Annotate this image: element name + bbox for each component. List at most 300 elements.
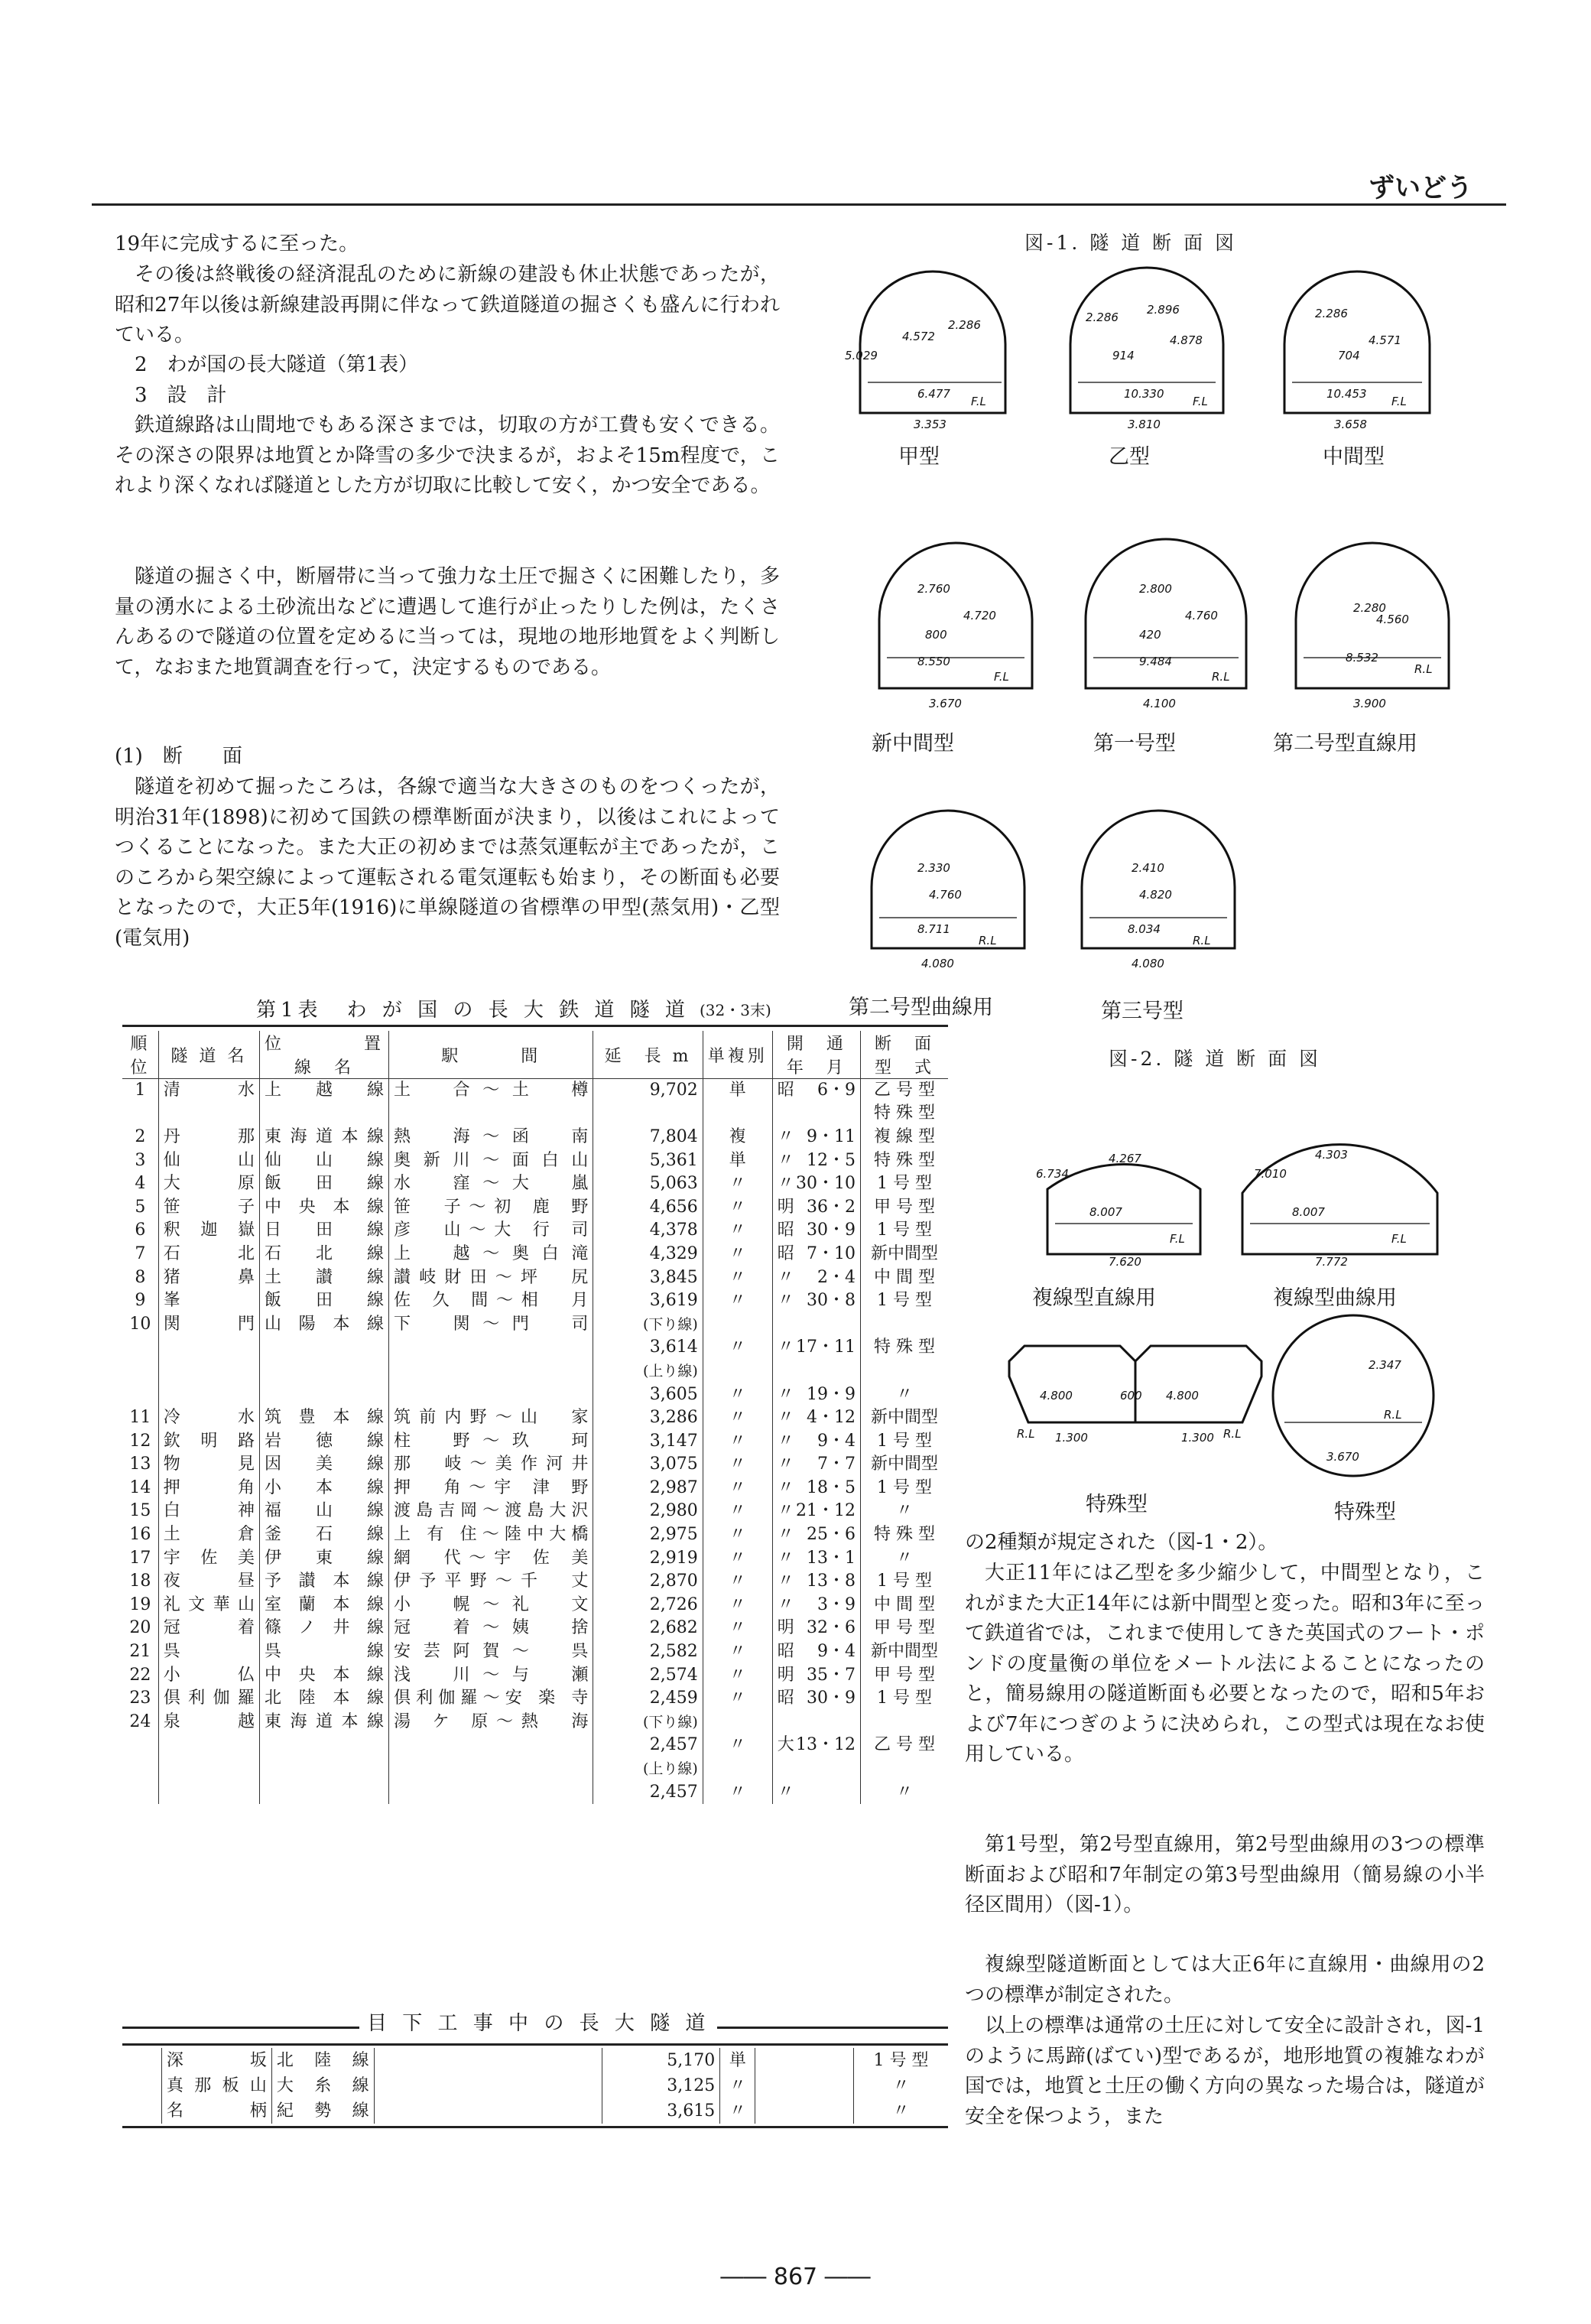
cell-tunnel-name [158,1383,259,1406]
figure2-label-fuku-choku: 複線型直線用 [1032,1286,1156,1310]
dim-daiichi-diag: 9.484 [1139,655,1172,668]
section-fuku-choku [1047,1164,1200,1254]
left-paragraph-5: 隧道を初めて掘ったころは，各線で適当な大きさのものをつくったが，明治31年(1898)に初めて国鉄の標準断面が決まり，以後はこれによってつくることになった。また大正の初めまでは蒸気運転が主であったが，このころから架空線によって運転される電気運転も始まり，その断面も必要となったので，大正5年(1916)に単線隧道の省標準の甲型(蒸気用)・乙型(電気用) [115,775,780,950]
cell-line: 福 山 線 [260,1500,389,1523]
dim-tokushu1-rl2: R.L [1223,1427,1242,1441]
cell-open-date [772,1477,860,1500]
table-row [122,1663,948,1687]
cell-length: 5,063 [593,1172,703,1196]
figure1-title: 図-1. 隧 道 断 面 図 [1024,232,1238,254]
cell-line: 上 越 線 [260,1079,389,1103]
section-daisan [1082,811,1235,948]
table-row [122,2048,948,2073]
dim-chukan-width: 4.571 [1369,333,1401,347]
table-row [122,1594,948,1617]
cell-station: 佐 久 間～相 月 [389,1289,593,1313]
cell-track: 〃 [720,2073,755,2098]
cell-open-yearmonth: 9・4 [817,1642,856,1662]
dim-otsu-offset: 914 [1112,349,1135,362]
cell-open-yearmonth: 36・2 [807,1197,856,1217]
table1 [122,1031,948,1804]
dim-tokushu1-gap: 600 [1120,1389,1142,1403]
cell-station [389,1734,593,1757]
cell-line: 釜 石 線 [260,1523,389,1547]
cell-tunnel-name: 呉 [158,1640,259,1664]
header-section-sub: 型 式 [875,1058,935,1077]
figure2-label-tokushu-1: 特殊型 [1086,1493,1148,1516]
cell-open-date [772,1266,860,1289]
cell-tunnel-name: 仙 山 [158,1149,259,1172]
cell-open-yearmonth: 12・5 [807,1150,856,1170]
cell-station [389,1780,593,1804]
cell-track: 〃 [703,1500,772,1523]
figure2-label-tokushu-2: 特殊型 [1334,1500,1396,1524]
cell-open-date [772,1102,860,1126]
dim-daisan-width: 4.820 [1139,888,1172,902]
cell-open-yearmonth: 9・11 [807,1126,856,1146]
cell-length: 2,987 [593,1477,703,1500]
cell-section-type [861,1711,948,1734]
cell-section-type: 新中間型 [861,1453,948,1477]
right-paragraph-4: 複線型隧道断面としては大正6年に直線用・曲線用の2つの標準が制定された。 [965,1953,1485,2007]
cell-open-date [755,2048,854,2073]
cell-length: 2,980 [593,1500,703,1523]
cell-track: 〃 [703,1172,772,1196]
header-length-label: 延 長 [604,1046,664,1066]
cell-open-date [772,1149,860,1172]
cell-length: (上り線) [593,1360,703,1383]
dim-daiichi-r: 2.800 [1139,582,1172,596]
cell-track: 〃 [703,1663,772,1687]
cell-length: 3,619 [593,1289,703,1313]
table2-body [122,2048,948,2124]
cell-rank: 24 [129,1711,151,1731]
cell-length: 7,804 [593,1126,703,1149]
cell-tunnel-name [158,1360,259,1383]
cell-tunnel-name: 峯 [158,1289,259,1313]
cell-line: 伊 東 線 [260,1546,389,1570]
cell-open-era: 〃 [777,1782,794,1802]
cell-section-type: 〃 [861,1780,948,1804]
cell-line [260,1360,389,1383]
cell-open-era: 〃 [777,1455,794,1474]
cell-tunnel-name: 冷 水 [158,1406,259,1430]
cell-section-type: 1 号 型 [861,1219,948,1243]
cell-track: 〃 [703,1243,772,1266]
cell-rank [122,1734,158,1757]
cell-tunnel-name: 宇 佐 美 [158,1546,259,1570]
cell-track: 〃 [703,1594,772,1617]
table-row [122,1500,948,1523]
left-subsection-heading: (1) 断 面 [115,745,242,768]
cell-tunnel-name: 深 坂 [161,2048,271,2073]
cell-rank [122,1102,158,1126]
cell-open-era: 〃 [777,1572,794,1591]
cell-section-type: 複 線 型 [861,1126,948,1149]
table-row [122,1429,948,1453]
cell-station: 渡島吉岡～渡島大沢 [389,1500,593,1523]
cell-line: 岩 徳 線 [260,1429,389,1453]
dim-shinchukan-r: 2.760 [917,582,950,596]
cell-section-type: 中 間 型 [861,1594,948,1617]
table1-top-rule [122,1025,948,1027]
cell-tunnel-name: 清 水 [158,1079,259,1103]
cell-open-date [772,1687,860,1711]
dim-fuku-kyoku-fl: F.L [1391,1232,1407,1246]
cell-open-era: 〃 [777,1126,794,1146]
cell-station: 水 窪～大 嵐 [389,1172,593,1196]
cell-open-date [755,2098,854,2124]
figure1-label-daisan: 第三号型 [1101,999,1184,1023]
cell-open-date [772,1429,860,1453]
cell-open-era: 〃 [777,1174,794,1194]
cell-station: 押 角～宇 津 野 [389,1477,593,1500]
cell-open-yearmonth: 30・9 [807,1689,856,1708]
cell-rank: 17 [129,1548,151,1568]
cell-section-type: 〃 [861,1383,948,1406]
cell-station: 上 越～奥白滝 [389,1243,593,1266]
cell-rank [122,1780,158,1804]
dim-fuku-choku-r: 4.267 [1109,1152,1141,1165]
header-open-label: 開 通 [786,1035,846,1054]
table1-caption: 第1表 わ が 国 の 長 大 鉄 道 隧 道 [256,999,690,1022]
cell-rank: 7 [135,1243,146,1263]
cell-track [703,1360,772,1383]
cell-open-date [772,1336,860,1360]
header-rank [122,1031,158,1079]
header-line-label: 線 名 [294,1058,355,1077]
dim-fuku-kyoku-base: 7.772 [1315,1255,1348,1269]
dim-kou-width: 4.572 [902,330,935,343]
cell-track [703,1102,772,1126]
dim-chukan-offset: 704 [1338,349,1360,362]
table-row [122,1757,948,1781]
cell-section-type: 乙 号 型 [861,1734,948,1757]
cell-open-date [772,1126,860,1149]
cell-rank: 1 [135,1081,146,1100]
table-row [122,1406,948,1430]
dim-fuku-kyoku-diag: 8.007 [1292,1205,1325,1219]
cell-length: 2,457 [593,1780,703,1804]
dim-daisan-diag: 8.034 [1128,922,1161,936]
cell-length: 2,459 [593,1687,703,1711]
table-row [122,2073,948,2098]
cell-line: 予讃本線 [260,1570,389,1594]
cell-section-type: 1 号 型 [861,1570,948,1594]
cell-open-date [772,1289,860,1313]
cell-tunnel-name [158,1780,259,1804]
cell-open-era: 昭 [777,1221,794,1240]
cell-open-date [772,1757,860,1781]
header-section-label: 断 面 [875,1035,935,1054]
cell-line: 飯 田 線 [260,1172,389,1196]
cell-rank: 22 [129,1665,151,1685]
cell-open-date [772,1172,860,1196]
dim-kou-fl: F.L [971,395,986,408]
table-row [122,1640,948,1664]
cell-track: 複 [703,1126,772,1149]
table-row [122,1289,948,1313]
cell-length: 3,286 [593,1406,703,1430]
cell-track: 単 [703,1149,772,1172]
cell-line [260,1757,389,1781]
table-row [122,1243,948,1266]
dim-chukan-diag: 10.453 [1326,387,1367,401]
cell-station: 筑前内野～山 家 [389,1406,593,1430]
figure2-label-fuku-kyoku: 複線型曲線用 [1273,1286,1397,1310]
cell-open-date [772,1663,860,1687]
cell-open-yearmonth: 32・6 [807,1618,856,1638]
header-rank-b: 位 [130,1058,151,1077]
figure1-label-daini-kyoku: 第二号型曲線用 [849,996,993,1019]
table-row [122,1546,948,1570]
cell-section-type: 特 殊 型 [861,1336,948,1360]
cell-line: 東海道本線 [260,1711,389,1734]
right-paragraph-1: の2種類が規定された（図-1・2）。 [965,1531,1278,1554]
cell-rank: 4 [135,1174,146,1194]
table1-body [122,1079,948,1804]
table-row [122,1102,948,1126]
cell-open-yearmonth: 9・4 [817,1431,856,1451]
cell-section-type [861,1312,948,1336]
cell-rank [122,1360,158,1383]
cell-track: 〃 [703,1336,772,1360]
cell-section-type: 1 号 型 [861,1429,948,1453]
cell-track: 〃 [703,1406,772,1430]
cell-tunnel-name: 物 見 [158,1453,259,1477]
header-open [772,1031,860,1079]
cell-open-yearmonth: 30・9 [807,1221,856,1240]
cell-section-type: 新中間型 [861,1640,948,1664]
cell-length: 9,702 [593,1079,703,1103]
cell-station: 小 幌～礼 文 [389,1594,593,1617]
header-station: 駅 間 [389,1031,593,1079]
dim-daiichi-rl: R.L [1212,670,1230,684]
cell-open-date [772,1312,860,1336]
cell-station: 浅 川～与 瀬 [389,1663,593,1687]
cell-length: 3,605 [593,1383,703,1406]
left-paragraph-2: その後は終戦後の経済混乱のために新線の建設も休止状態であったが，昭和27年以後は新線建設再開に伴なって鉄道隧道の掘さくも盛んに行われている。 [115,263,780,346]
table-row [122,1523,948,1547]
cell-open-yearmonth: 21・12 [796,1501,856,1521]
cell-rank: 18 [129,1572,151,1591]
cell-section-type: 新中間型 [861,1406,948,1430]
dim-otsu-r2: 2.896 [1147,303,1180,317]
left-paragraph-1: 19年に完成するに至った。 [115,232,359,255]
table-row [122,1383,948,1406]
cell-length: 5,170 [602,2048,719,2073]
cell-section-type: 1 号 型 [861,1289,948,1313]
cell-rank: 6 [135,1221,146,1240]
cell-open-era: 昭 [777,1642,794,1662]
cell-station: 冠 着～姨 捨 [389,1617,593,1640]
cell-rank: 3 [135,1150,146,1170]
cell-track: 〃 [720,2098,755,2124]
cell-station: 土 合～土 樽 [389,1079,593,1103]
dim-kou-radius: 2.286 [948,318,981,332]
table-row [122,1219,948,1243]
table-row [122,1079,948,1103]
dim-daini-kyoku-r: 2.330 [917,861,950,875]
dim-fuku-choku-diag: 8.007 [1089,1205,1122,1219]
cell-station: 湯 ケ 原～熱 海 [389,1711,593,1734]
cell-track: 〃 [703,1570,772,1594]
figure1-label-daini-choku: 第二号型直線用 [1273,732,1417,756]
dim-otsu-base: 3.810 [1128,418,1161,431]
cell-line: 呉 線 [260,1640,389,1664]
figure1-label-otsu: 乙型 [1109,445,1150,469]
dim-daini-choku-width: 4.560 [1376,613,1409,626]
cell-section-type: 1 号 型 [854,2048,948,2073]
dim-tokushu1-b1: 1.300 [1055,1431,1088,1445]
cell-line: 東海道本線 [260,1126,389,1149]
cell-tunnel-name: 土 倉 [158,1523,259,1547]
cell-section-type: 1 号 型 [861,1477,948,1500]
cell-station: 奥新川～面白山 [389,1149,593,1172]
section-tokushu-2 [1273,1315,1434,1476]
table-row [122,1453,948,1477]
table-row [122,1266,948,1289]
cell-open-yearmonth: 18・5 [807,1477,856,1497]
header-line [260,1031,389,1079]
dim-chukan-base: 3.658 [1334,418,1367,431]
table-row [122,1477,948,1500]
cell-section-type: 乙 号 型 [861,1079,948,1103]
cell-section-type: 〃 [861,1500,948,1523]
cell-section-type: 甲 号 型 [861,1617,948,1640]
table1-header-row [122,1031,948,1079]
cell-open-date [772,1383,860,1406]
cell-open-era: 〃 [777,1150,794,1170]
cell-station: 上 有 住～陸中大橋 [389,1523,593,1547]
left-section-heading-3: 3 設 計 [135,384,227,407]
cell-length: 2,582 [593,1640,703,1664]
cell-rank [122,2048,161,2073]
dim-otsu-diag: 10.330 [1124,387,1164,401]
table-row [122,1172,948,1196]
section-daini-kyoku [872,811,1024,948]
cell-section-type [861,1757,948,1781]
cell-length: 2,870 [593,1570,703,1594]
cell-open-era: 〃 [777,1477,794,1497]
cell-rank [122,1383,158,1406]
cell-length: 3,845 [593,1266,703,1289]
cell-rank: 14 [129,1477,151,1497]
cell-open-era: 〃 [777,1431,794,1451]
cell-tunnel-name: 泉 越 [158,1711,259,1734]
table-row [122,2098,948,2124]
cell-tunnel-name: 笹 子 [158,1195,259,1219]
dim-shinchukan-fl: F.L [994,670,1009,684]
cell-open-yearmonth: 19・9 [807,1384,856,1404]
cell-station [374,2048,602,2073]
cell-track: 〃 [703,1734,772,1757]
cell-line: 北 陸 線 [271,2048,374,2073]
header-open-sub: 年 月 [786,1058,846,1077]
dim-daiichi-width: 4.760 [1185,609,1218,622]
cell-track: 〃 [703,1617,772,1640]
table-row [122,1687,948,1711]
cell-open-yearmonth: 17・11 [796,1338,856,1357]
cell-section-type: 甲 号 型 [861,1663,948,1687]
cell-open-era: 〃 [777,1384,794,1404]
cell-tunnel-name: 関 門 [158,1312,259,1336]
cell-open-date [755,2073,854,2098]
cell-open-era: 明 [777,1618,794,1638]
cell-rank [122,1336,158,1360]
header-length [593,1031,703,1079]
cell-section-type: 特 殊 型 [861,1102,948,1126]
table2-top-rule [122,2043,948,2046]
cell-section-type [861,1360,948,1383]
table-row [122,1126,948,1149]
cell-track: 単 [703,1079,772,1103]
cell-line: 大 糸 線 [271,2073,374,2098]
cell-line [260,1780,389,1804]
table-row [122,1312,948,1336]
cell-line: 日 田 線 [260,1219,389,1243]
cell-length: 2,726 [593,1594,703,1617]
cell-rank: 15 [129,1501,151,1521]
cell-open-yearmonth: 35・7 [807,1665,856,1685]
cell-open-yearmonth: 25・6 [807,1525,856,1545]
cell-section-type: 甲 号 型 [861,1195,948,1219]
right-paragraph-2: 大正11年には乙型を多少縮少して，中間型となり，これがまた大正14年には新中間型と変った。昭和3年に至って鉄道省では，これまで使用してきた英国式のフート・ポンドの度量衡の単位をメートル法によることになったのと，簡易線用の隧道断面も必要となったので，昭和5年および7年につぎのように決められ，この型式は現在なお使用している。 [965,1562,1485,1766]
dim-tokushu2-rl: R.L [1384,1408,1402,1422]
cell-length: 3,615 [602,2098,719,2124]
cell-line [260,1383,389,1406]
cell-line: 筑豊本線 [260,1406,389,1430]
cell-tunnel-name: 倶利伽羅 [158,1687,259,1711]
cell-station: 伊予平野～千 丈 [389,1570,593,1594]
dim-kou-base: 3.353 [914,418,946,431]
right-paragraph-3: 第1号型，第2号型直線用，第2号型曲線用の3つの標準断面および昭和7年制定の第3号型曲線用（簡易線の小半径区間用）（図-1）。 [965,1833,1485,1916]
cell-open-date [772,1406,860,1430]
cell-rank: 12 [129,1431,151,1451]
table-row [122,1336,948,1360]
table-row [122,1360,948,1383]
cell-track [703,1711,772,1734]
header-position: 位 置 [265,1035,385,1054]
cell-open-date [772,1079,860,1103]
cell-line [260,1336,389,1360]
cell-length: 4,329 [593,1243,703,1266]
table-row [122,1195,948,1219]
cell-open-era: 昭 [777,1081,794,1100]
table2-bottom-rule [122,2126,948,2128]
cell-line: 中央本線 [260,1663,389,1687]
cell-tunnel-name [158,1102,259,1126]
cell-track: 〃 [703,1289,772,1313]
dim-daini-choku-r: 2.280 [1353,601,1386,615]
left-paragraph-4: 隧道の掘さく中，断層帯に当って強力な土圧で掘さくに困難したり，多量の湧水による土砂流出などに遭遇して進行が止ったりした例は，たくさんあるので隧道の位置を定めるに当っては，現地の地形地質をよく判断して，なおまた地質調査を行って，決定するものである。 [115,565,780,679]
cell-rank [122,2073,161,2098]
cell-track: 〃 [703,1546,772,1570]
cell-section-type: 1 号 型 [861,1172,948,1196]
cell-open-era: 〃 [777,1291,794,1311]
cell-tunnel-name: 釈 迦 嶽 [158,1219,259,1243]
cell-line: 紀 勢 線 [271,2098,374,2124]
cell-open-date [772,1734,860,1757]
dim-otsu-fl: F.L [1193,395,1208,408]
cell-station: 笹 子～初 鹿 野 [389,1195,593,1219]
cell-length: 4,656 [593,1195,703,1219]
cell-tunnel-name: 欽 明 路 [158,1429,259,1453]
cell-line: 仙 山 線 [260,1149,389,1172]
cell-line: 飯 田 線 [260,1289,389,1313]
cell-track: 単 [720,2048,755,2073]
cell-length [593,1102,703,1126]
